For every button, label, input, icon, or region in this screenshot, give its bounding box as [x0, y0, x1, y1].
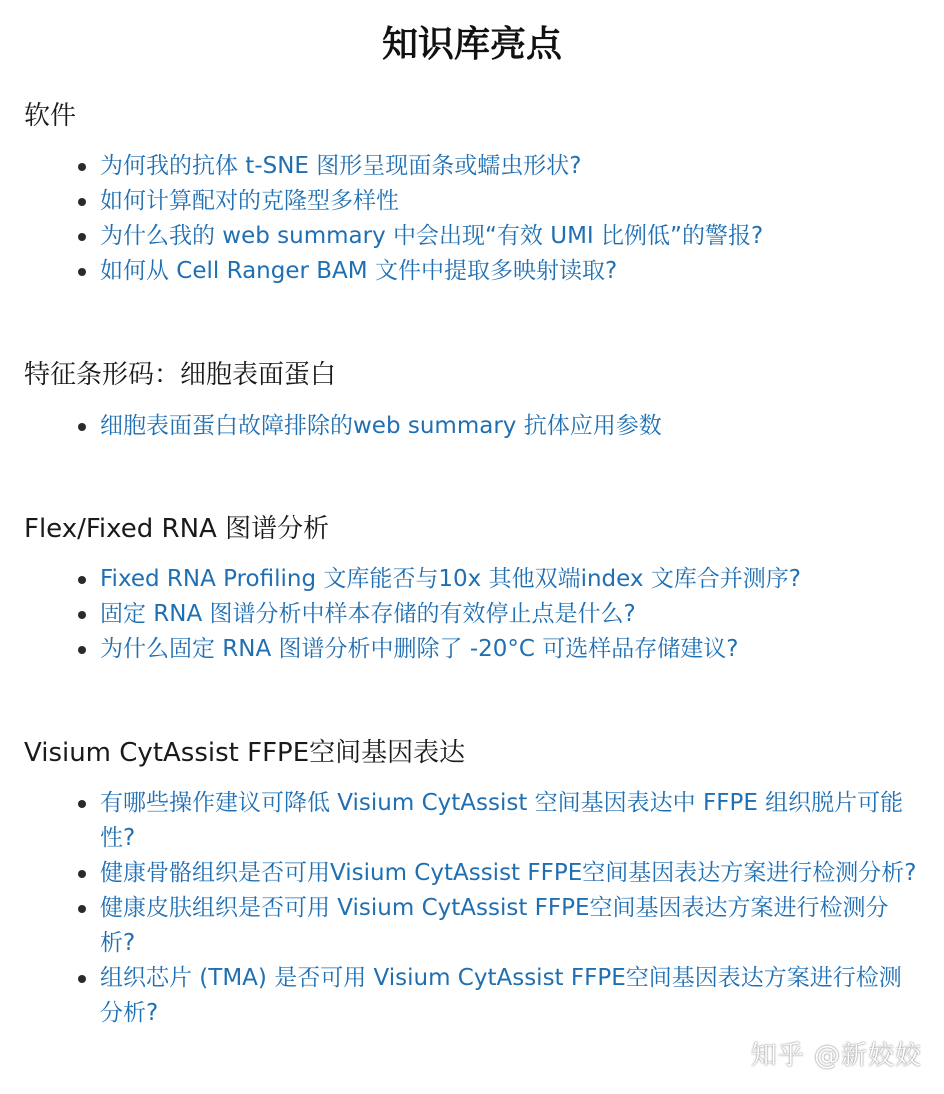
bullet-icon	[78, 611, 86, 619]
list-item	[0, 961, 944, 1031]
bullet-icon	[78, 423, 86, 431]
list-item	[0, 786, 944, 856]
link-list	[0, 149, 944, 289]
bullet-icon	[78, 646, 86, 654]
link-list	[0, 786, 944, 1031]
link-list	[0, 409, 944, 444]
list-item	[0, 184, 944, 219]
bullet-icon	[78, 576, 86, 584]
watermark: 知乎 @新姣姣	[750, 1041, 922, 1071]
list-item	[0, 562, 944, 597]
article-link[interactable]: 细胞表面蛋白故障排除的web summary 抗体应用参数	[100, 413, 662, 439]
article-link[interactable]: 为什么我的 web summary 中会出现“有效 UMI 比例低”的警报?	[100, 223, 764, 249]
article-link[interactable]: 组织芯片 (TMA) 是否可用 Visium CytAssist FFPE空间基因表达方案进行检测分析?	[100, 965, 902, 1026]
article-link[interactable]: 为何我的抗体 t-SNE 图形呈现面条或蠕虫形状?	[100, 153, 582, 179]
bullet-icon	[78, 198, 86, 206]
bullet-icon	[78, 163, 86, 171]
list-item	[0, 149, 944, 184]
article-link[interactable]: 健康皮肤组织是否可用 Visium CytAssist FFPE空间基因表达方案进行检测分析?	[100, 895, 889, 956]
list-item	[0, 219, 944, 254]
article-link[interactable]: Fixed RNA Profiling 文库能否与10x 其他双端index 文库合并测序?	[100, 566, 802, 592]
list-item	[0, 597, 944, 632]
section-heading: Visium CytAssist FFPE空间基因表达	[24, 738, 466, 768]
article-link[interactable]: 有哪些操作建议可降低 Visium CytAssist 空间基因表达中 FFPE 组织脱片可能性?	[100, 790, 904, 851]
section-heading: 软件	[24, 101, 77, 131]
list-item	[0, 254, 944, 289]
article-link[interactable]: 固定 RNA 图谱分析中样本存储的有效停止点是什么?	[100, 601, 636, 627]
bullet-icon	[78, 800, 86, 808]
list-item	[0, 409, 944, 444]
section-heading: 特征条形码：细胞表面蛋白	[24, 360, 337, 390]
list-item	[0, 856, 944, 891]
article-link[interactable]: 如何计算配对的克隆型多样性	[100, 188, 399, 214]
bullet-icon	[78, 870, 86, 878]
article-link[interactable]: 为什么固定 RNA 图谱分析中删除了 -20°C 可选样品存储建议?	[100, 636, 739, 662]
bullet-icon	[78, 905, 86, 913]
article-link[interactable]: 如何从 Cell Ranger BAM 文件中提取多映射读取?	[100, 258, 618, 284]
list-item	[0, 632, 944, 667]
page-title: 知识库亮点	[381, 24, 562, 65]
bullet-icon	[78, 233, 86, 241]
bullet-icon	[78, 975, 86, 983]
link-list	[0, 562, 944, 667]
list-item	[0, 891, 944, 961]
article-link[interactable]: 健康骨骼组织是否可用Visium CytAssist FFPE空间基因表达方案进行检测分析?	[100, 860, 917, 886]
section-heading: Flex/Fixed RNA 图谱分析	[24, 514, 330, 544]
bullet-icon	[78, 268, 86, 276]
